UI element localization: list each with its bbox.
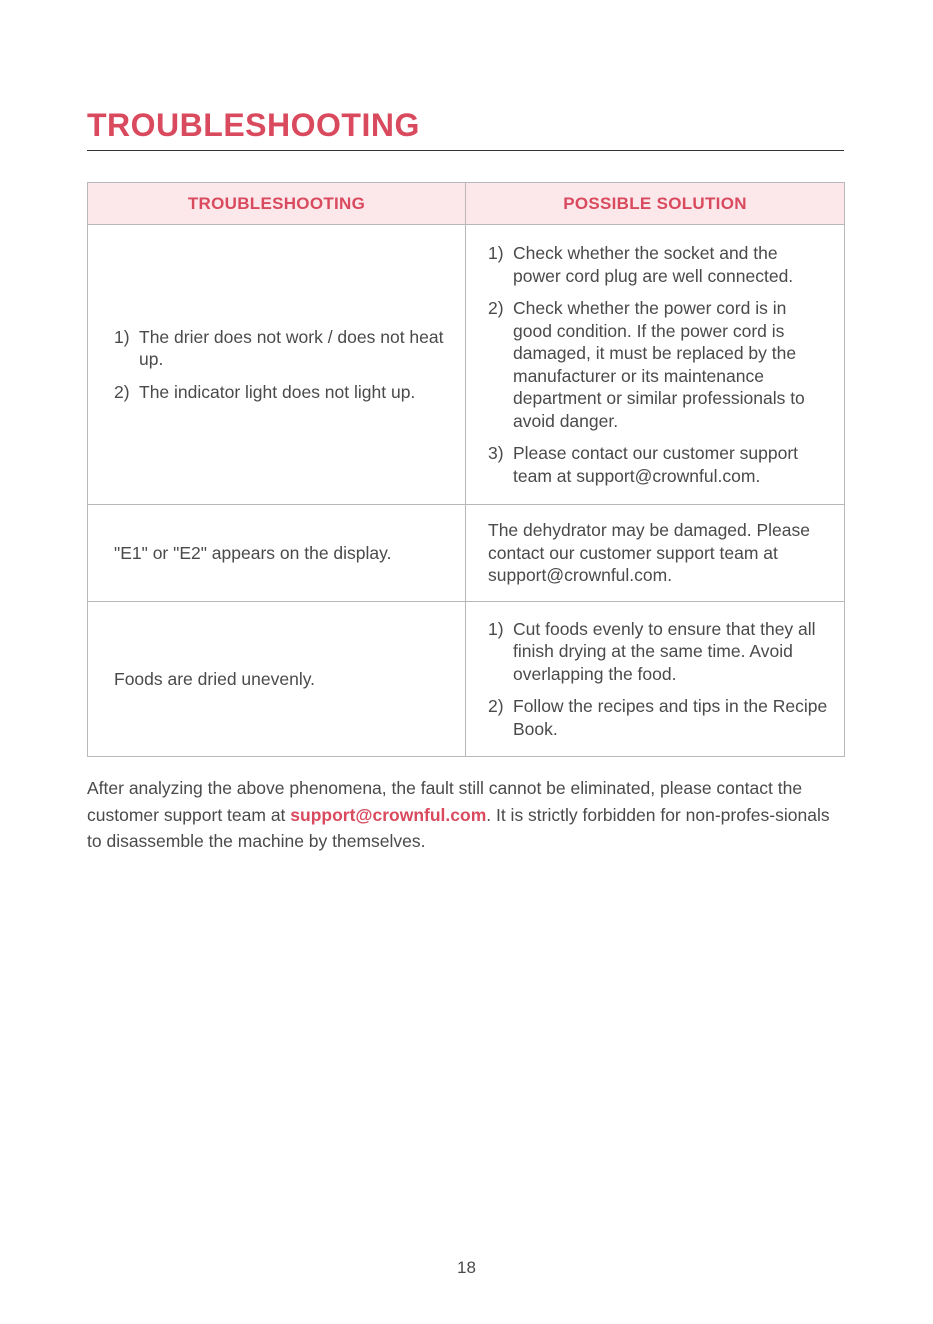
page-number: 18 bbox=[457, 1258, 476, 1277]
title-divider bbox=[87, 150, 844, 151]
table-row bbox=[88, 505, 845, 602]
page-title: TROUBLESHOOTING bbox=[87, 107, 420, 143]
problem-cell bbox=[88, 225, 466, 505]
solution-cell bbox=[466, 602, 845, 757]
problem-list bbox=[114, 326, 445, 404]
item-number: 2) bbox=[114, 381, 130, 402]
solution-cell: The dehydrator may be damaged. Please contact our customer support team at support@crownful.com. bbox=[466, 505, 845, 602]
table-row bbox=[88, 602, 845, 757]
item-text: Please contact our customer support team at support@crownful.com. bbox=[513, 443, 799, 486]
item-number: 1) bbox=[488, 618, 504, 639]
list-item bbox=[488, 242, 830, 287]
item-number: 1) bbox=[488, 243, 504, 263]
table-header-row bbox=[88, 183, 845, 225]
item-text: Follow the recipes and tips in the Recipe Book. bbox=[513, 696, 828, 739]
solution-cell bbox=[466, 225, 845, 505]
item-text: Cut foods evenly to ensure that they all finish drying at the same time. Avoid overlapping the food. bbox=[513, 618, 816, 684]
item-text: Check whether the socket and the power cord plug are well connected. bbox=[513, 243, 794, 286]
item-number: 2) bbox=[488, 696, 504, 717]
troubleshooting-table bbox=[87, 182, 845, 757]
footer-text-after: . It is strictly forbidden for non-profes-sionals to disassemble the machine by themselves. bbox=[87, 804, 830, 851]
list-item bbox=[488, 695, 830, 740]
header-possible-solution: POSSIBLE SOLUTION bbox=[466, 183, 845, 225]
item-number: 3) bbox=[488, 443, 504, 463]
list-item bbox=[114, 381, 445, 404]
list-item bbox=[488, 442, 830, 487]
solution-list bbox=[488, 618, 830, 741]
item-text: The indicator light does not light up. bbox=[139, 381, 416, 402]
header-troubleshooting: TROUBLESHOOTING bbox=[88, 183, 466, 225]
footer-note bbox=[87, 775, 844, 855]
list-item bbox=[488, 618, 830, 686]
footer-text-before: After analyzing the above phenomena, the fault still cannot be eliminated, please contact the customer support team at bbox=[87, 778, 803, 825]
item-number: 1) bbox=[114, 326, 130, 347]
problem-cell: Foods are dried unevenly. bbox=[88, 602, 466, 757]
item-text: Check whether the power cord is in good condition. If the power cord is damaged, it must be replaced by the manufacturer or its maintenance department or similar professionals to avoid danger. bbox=[513, 298, 805, 431]
table-row bbox=[88, 225, 845, 505]
problem-cell: "E1" or "E2" appears on the display. bbox=[88, 505, 466, 602]
solution-list bbox=[488, 242, 830, 487]
list-item bbox=[488, 297, 830, 432]
support-email-link[interactable]: support@crownful.com bbox=[290, 804, 487, 825]
list-item bbox=[114, 326, 445, 371]
item-text: The drier does not work / does not heat up. bbox=[139, 326, 444, 370]
item-number: 2) bbox=[488, 298, 504, 318]
